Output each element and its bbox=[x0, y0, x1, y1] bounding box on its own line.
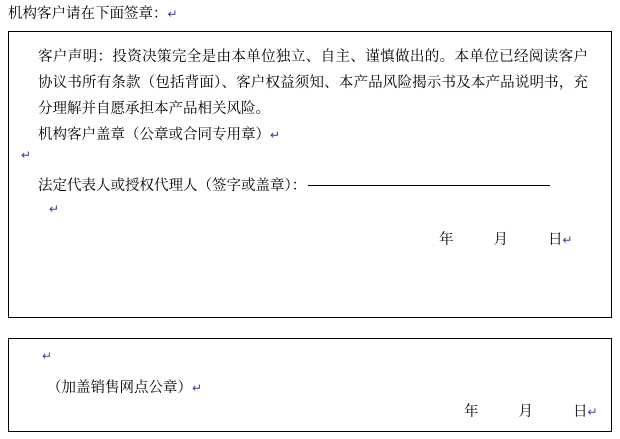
branch-seal-box bbox=[8, 338, 612, 432]
branch-seal-note bbox=[47, 375, 202, 401]
paragraph-mark-icon: ↵ bbox=[42, 349, 53, 363]
client-seal-label: 机构客户盖章（公章或合同专用章） bbox=[38, 127, 270, 143]
paragraph-mark-icon: ↵ bbox=[49, 202, 60, 216]
page-title-text: 机构客户请在下面签章： bbox=[8, 6, 168, 22]
date-month-label: 月 bbox=[518, 404, 533, 420]
declaration-text: 客户声明：投资决策完全是由本单位独立、自主、谨慎做出的。本单位已经阅读客户协议书所有条款（包括背面）、客户权益须知、本产品风险揭示书及本产品说明书，充分理解并自愿承担本产品相关风险。 bbox=[38, 49, 588, 117]
client-seal-line bbox=[38, 122, 280, 148]
paragraph-mark-icon: ↵ bbox=[21, 148, 32, 162]
legal-representative-line bbox=[38, 173, 550, 199]
date-year-label: 年 bbox=[464, 404, 479, 420]
date-year-label: 年 bbox=[439, 232, 454, 248]
date-month-label: 月 bbox=[493, 232, 508, 248]
paragraph-mark-icon: ↵ bbox=[270, 128, 281, 142]
declaration-date-line bbox=[439, 227, 573, 253]
date-day-label: 日 bbox=[548, 232, 563, 248]
paragraph-mark-icon: ↵ bbox=[587, 405, 598, 419]
page-title bbox=[8, 4, 178, 24]
branch-seal-label: （加盖销售网点公章） bbox=[47, 380, 192, 396]
paragraph-mark-icon: ↵ bbox=[562, 233, 573, 247]
declaration-box bbox=[8, 31, 612, 318]
legal-representative-label: 法定代表人或授权代理人（签字或盖章）： bbox=[38, 178, 307, 194]
date-day-label: 日 bbox=[573, 404, 588, 420]
paragraph-mark-icon: ↵ bbox=[167, 7, 178, 21]
signature-rule[interactable] bbox=[308, 184, 550, 186]
branch-date-line bbox=[464, 399, 598, 425]
paragraph-mark-icon: ↵ bbox=[192, 381, 203, 395]
